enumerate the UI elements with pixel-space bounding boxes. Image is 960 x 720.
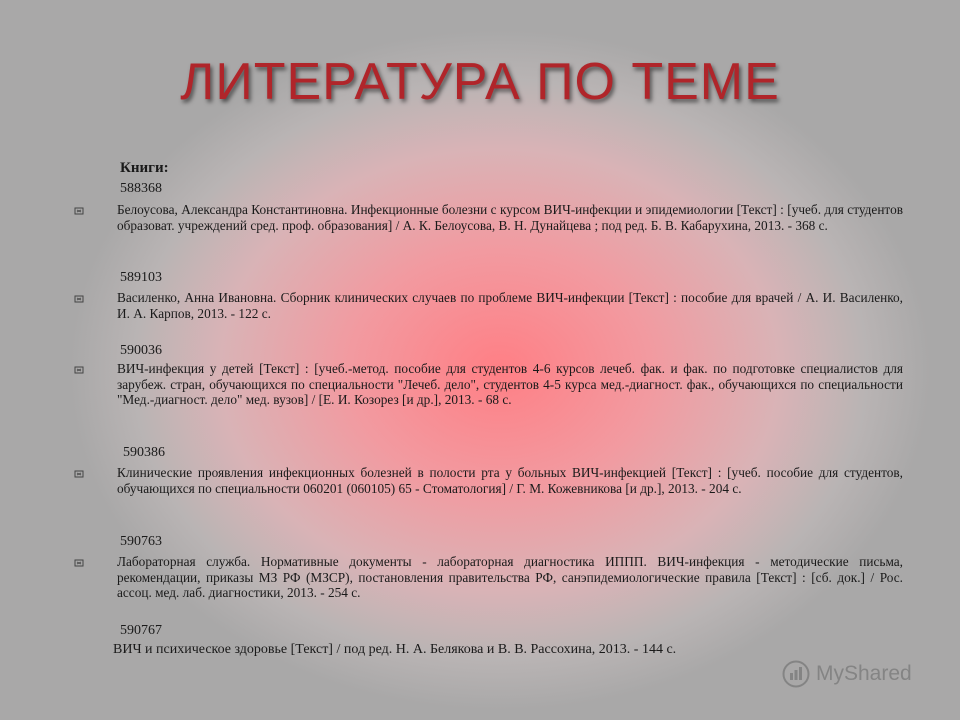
entry-text: Василенко, Анна Ивановна. Сборник клинических случаев по проблеме ВИЧ-инфекции [Текст] : пособие для врачей / А. И. Василенко, И. А. Карпов, 2013. - 122 с.	[117, 290, 903, 321]
myshared-logo-icon	[782, 660, 810, 688]
entry-text: Клинические проявления инфекционных болезней в полости рта у больных ВИЧ-инфекцией [Текст] : [учеб. пособие для студентов, обучающихся по специальности 060201 (060105) 65 - Стоматология] / Г. М. Кожевникова [и др.], 2013. - 204 с.	[117, 465, 903, 496]
entry-code: 589103	[120, 270, 162, 285]
entry-code: 590763	[120, 534, 162, 549]
entry-text: Белоусова, Александра Константиновна. Инфекционные болезни с курсом ВИЧ-инфекции и эпидемиологии [Текст] : [учеб. для студентов образоват. учреждений сред. проф. образования] / А. К. Белоусова, В. Н. Дунайцева ; под ред. Б. В. Кабарухина, 2013. - 368 с.	[117, 202, 903, 233]
watermark-text: MyShared	[816, 662, 912, 685]
bullet-icon	[74, 469, 84, 479]
bullet-icon	[74, 206, 84, 216]
bullet-icon	[74, 365, 84, 375]
bullet-icon	[74, 294, 84, 304]
entry-text: Лабораторная служба. Нормативные документы - лабораторная диагностика ИППП. ВИЧ-инфекция - методические письма, рекомендации, приказы МЗ РФ (МЗСР), постановления правительства РФ, санэпидемиологические правила [Текст] : [сб. док.] / Рос. ассоц. мед. лаб. диагностики, 2013. - 254 с.	[117, 554, 903, 601]
entry-text: ВИЧ и психическое здоровье [Текст] / под ред. Н. А. Белякова и В. В. Рассохина, 2013. - 144 с.	[113, 642, 677, 657]
entry-code: 588368	[120, 181, 162, 196]
entry-code: 590386	[123, 445, 165, 460]
section-heading: Книги:	[120, 160, 169, 176]
entry-code: 590767	[120, 623, 162, 638]
slide-title: ЛИТЕРАТУРА ПО ТЕМЕ	[180, 53, 780, 111]
entry-text: ВИЧ-инфекция у детей [Текст] : [учеб.-метод. пособие для студентов 4-6 курсов лечеб. фак. и фак. по подготовке специалистов для зарубеж. стран, обучающихся по специальности "Лечеб. дело", студентов 4-5 курса мед.-диагност. фак., обучающихся по специальности "Мед.-диагност. дело" мед. вузов] / [Е. И. Козорез [и др.], 2013. - 68 с.	[117, 361, 903, 408]
bullet-icon	[74, 558, 84, 568]
watermark	[782, 660, 912, 688]
entry-code: 590036	[120, 343, 162, 358]
